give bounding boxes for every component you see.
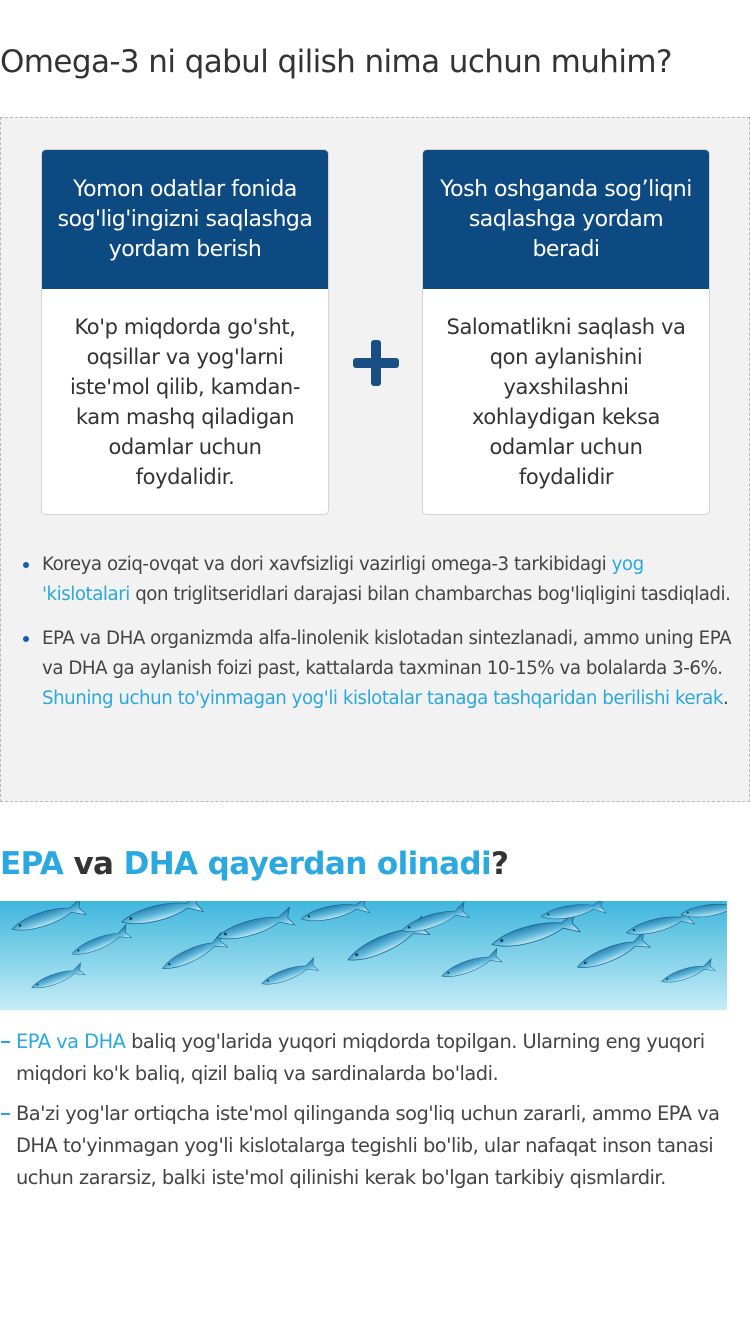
benefit-card-text: Ko'p miqdorda go'sht, oqsillar va yog'larni iste'mol qilib, kamdan-kam mashq qiladigan odamlar uchun foydalidir. [69, 315, 301, 489]
benefit-card-title: Yosh oshganda sog’liqni saqlashga yordam beradi [423, 150, 709, 289]
fact-item [0, 1026, 740, 1090]
bullet-list [20, 550, 735, 728]
dash-icon [1, 1113, 10, 1115]
dash-icon [1, 1041, 10, 1043]
fish-school-image [0, 901, 727, 1010]
omega3-info-box [0, 117, 750, 802]
page-title: Omega-3 ni qabul qilish nima uchun muhim? [0, 44, 672, 80]
epa-dha-section-title [0, 846, 508, 882]
bullet-text: . [722, 688, 729, 709]
bullet-text: EPA va DHA organizmda alfa-linolenik kislotadan sintezlanadi, ammo uning EPA va DHA ga aylanish foizi past, kattalarda taxminan 10-15% va bolalarda 3-6%. [42, 628, 732, 679]
fact-text: Ba'zi yog'lar ortiqcha iste'mol qilinganda sog'liq uchun zararli, ammo EPA va DHA to'yinmagan yog'li kislotalarga tegishli bo'lib, ular nafaqat inson tanasi uchun zararsiz, balki iste'mol qilinishi kerak bo'lgan tarkibiy qismlardir. [16, 1102, 720, 1189]
bullet-text: qon triglitseridlari darajasi bilan chambarchas bog'liqligini tasdiqladi. [129, 584, 731, 605]
title-va: va [63, 846, 124, 882]
title-question-mark: ? [491, 846, 509, 882]
bullet-item [20, 550, 735, 610]
benefit-card-text: Salomatlikni saqlash va qon aylanishini yaxshilashni xohlaydigan keksa odamlar uchun foydalidir [446, 315, 686, 489]
plus-icon [353, 340, 399, 386]
benefit-card-aging [422, 149, 710, 515]
bullet-dot-icon [23, 562, 29, 568]
title-dha: DHA qayerdan olinadi [123, 846, 492, 882]
bullet-highlight: yog 'kislotalari [42, 554, 644, 605]
benefit-card-title: Yomon odatlar fonida sog'lig'ingizni saqlashga yordam berish [42, 150, 328, 289]
bullet-text: Koreya oziq-ovqat va dori xavfsizligi vazirligi omega-3 tarkibidagi [42, 554, 612, 575]
epa-dha-facts [0, 1026, 740, 1202]
fact-highlight: EPA va DHA [16, 1030, 126, 1053]
bullet-item [20, 624, 735, 714]
bullet-dot-icon [23, 636, 29, 642]
bullet-highlight: Shuning uchun to'yinmagan yog'li kislotalar tanaga tashqaridan berilishi kerak [42, 688, 723, 709]
title-epa: EPA [0, 846, 64, 882]
fact-text: baliq yog'larida yuqori miqdorda topilgan. Ularning eng yuqori miqdori ko'k baliq, qizil baliq va sardinalarda bo'ladi. [16, 1030, 705, 1085]
benefit-card-bad-habits [41, 149, 329, 515]
fact-item [0, 1098, 740, 1194]
